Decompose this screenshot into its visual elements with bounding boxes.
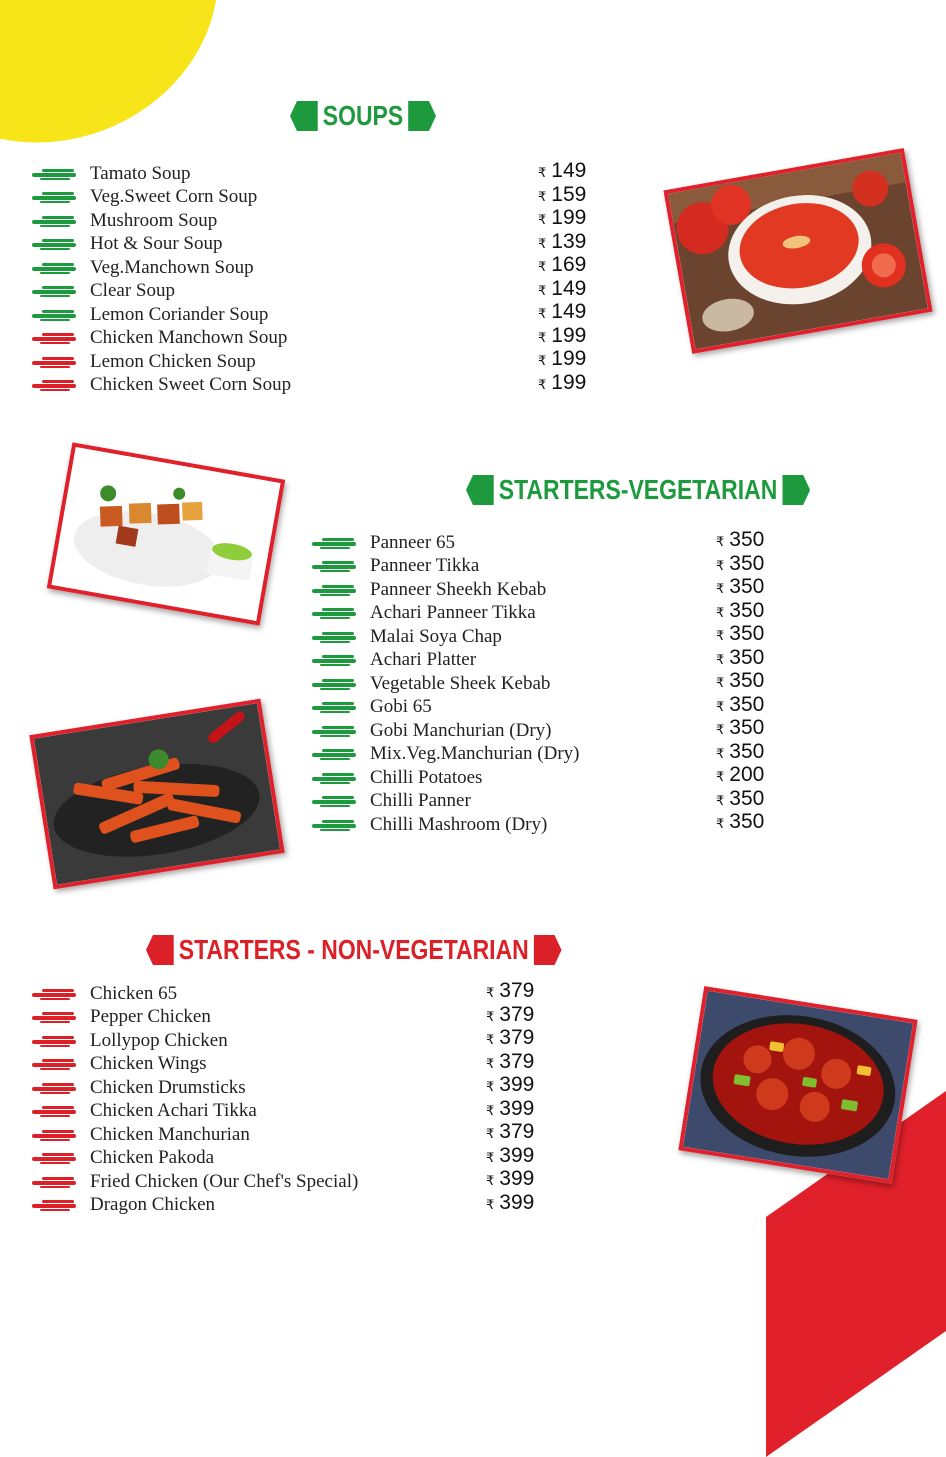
menu-item-name: Veg.Sweet Corn Soup [90,186,258,207]
menu-item [32,1006,211,1029]
price-value: 399 [499,1073,535,1096]
menu-item [32,209,217,232]
menu-item-price [716,599,764,623]
menu-item-price [538,347,586,371]
menu-item-name: Clear Soup [90,280,175,301]
menu-item-name: Lemon Chicken Soup [90,350,256,372]
chilli-chicken-photo [678,986,917,1184]
menu-item [32,256,254,279]
brush-stroke-icon [32,166,76,182]
rupee-icon: ₹ [716,698,725,714]
brush-stroke-icon [312,676,356,692]
menu-item-name: Chicken Pakoda [90,1147,215,1168]
price-value: 379 [499,1002,535,1026]
brush-stroke-icon [312,629,356,645]
price-value: 350 [729,598,765,622]
menu-item-price [538,206,586,230]
menu-item-name: Pepper Chicken [90,1006,211,1027]
rupee-icon: ₹ [538,353,547,368]
rupee-icon: ₹ [716,722,725,737]
rupee-icon: ₹ [716,604,725,620]
menu-item-name: Vegetable Sheek Kebab [370,672,551,694]
price-value: 149 [551,276,587,300]
rupee-icon: ₹ [716,792,725,808]
menu-item-price [716,528,764,552]
price-value: 379 [499,979,535,1002]
menu-item-price [486,1050,534,1074]
rupee-icon: ₹ [538,259,547,274]
menu-item-price [486,1097,534,1121]
menu-item-price [486,1191,534,1215]
price-value: 350 [729,622,765,645]
menu-item-price [538,253,586,277]
brush-stroke-icon [312,605,356,621]
menu-item-price [716,787,764,811]
menu-item [312,578,546,601]
rupee-icon: ₹ [486,1102,495,1118]
rupee-icon: ₹ [716,534,725,549]
chilli-potatoes-image [34,703,280,885]
price-value: 379 [499,1120,535,1143]
menu-item-price [486,1167,534,1191]
brush-stroke-icon [32,236,76,252]
chilli-potatoes-photo [29,699,285,890]
menu-item-name: Chicken Sweet Corn Soup [90,374,292,395]
menu-item-price [486,1120,534,1144]
menu-item [32,1147,214,1170]
brush-stroke-icon [312,699,356,715]
menu-item-price [486,979,534,1003]
banner-cap-left [146,935,174,965]
menu-item [32,1076,246,1099]
banner-cap-right [534,935,562,965]
brush-stroke-icon [32,1033,76,1049]
rupee-icon: ₹ [486,1055,495,1071]
menu-item-name: Gobi Manchurian (Dry) [370,719,552,741]
price-value: 199 [551,206,587,229]
rupee-icon: ₹ [538,282,547,298]
brush-stroke-icon [32,307,76,323]
brush-stroke-icon [32,260,76,276]
brush-stroke-icon [312,558,356,574]
brush-stroke-icon [32,1009,76,1025]
menu-item-price [716,552,764,576]
menu-item-price [716,575,764,599]
rupee-icon: ₹ [486,1173,495,1188]
menu-item [312,602,536,625]
menu-item [32,186,257,209]
menu-item [32,1170,358,1193]
rupee-icon: ₹ [538,235,547,251]
menu-item-price [538,324,586,348]
price-value: 379 [499,1026,535,1049]
menu-item-name: Panneer 65 [370,531,455,553]
menu-item [312,649,476,672]
price-value: 350 [729,810,765,833]
price-value: 399 [499,1143,535,1167]
brush-stroke-icon [32,1056,76,1072]
brush-stroke-icon [312,723,356,739]
rupee-icon: ₹ [538,212,547,227]
menu-item-price [486,1073,534,1097]
menu-item-name: Hot & Sour Soup [90,233,223,254]
menu-item [312,531,455,554]
menu-item-price [716,646,764,670]
menu-item [312,790,471,813]
price-value: 350 [729,786,765,810]
menu-item-name: Dragon Chicken [90,1194,216,1215]
menu-item [312,719,552,742]
menu-item [32,233,223,256]
price-value: 399 [499,1167,535,1190]
brush-stroke-icon [32,1174,76,1190]
price-value: 199 [551,347,587,370]
menu-item [312,813,547,836]
menu-item-price [486,1144,534,1168]
paneer-tikka-image [51,447,280,621]
starters-veg-heading: STARTERS-VEGETARIAN [466,473,810,507]
menu-item [32,162,191,185]
corner-decoration-yellow [0,0,261,189]
menu-item-name: Chicken Manchurian [90,1123,250,1145]
price-value: 350 [729,528,765,551]
price-value: 149 [551,159,587,182]
rupee-icon: ₹ [716,581,725,596]
brush-stroke-icon [312,652,356,668]
menu-item [32,303,268,326]
menu-item-price [716,763,764,787]
menu-item [32,982,177,1005]
banner-cap-left [466,475,494,505]
menu-item-name: Tamato Soup [90,162,191,184]
rupee-icon: ₹ [486,1196,495,1212]
brush-stroke-icon [32,986,76,1002]
price-value: 159 [551,182,587,206]
menu-item-name: Achari Platter [370,649,477,670]
rupee-icon: ₹ [716,628,725,643]
starters-nonveg-heading: STARTERS - NON-VEGETARIAN [146,933,562,967]
rupee-icon: ₹ [538,376,547,392]
brush-stroke-icon [312,793,356,809]
menu-item-name: Chilli Panner [370,790,471,811]
menu-item-price [716,669,764,693]
price-value: 399 [499,1190,535,1214]
brush-stroke-icon [312,746,356,762]
menu-item-price [538,230,586,254]
price-value: 350 [729,669,765,692]
brush-stroke-icon [32,213,76,229]
menu-item-price [538,277,586,301]
rupee-icon: ₹ [486,1079,495,1094]
menu-item [312,672,550,695]
menu-item-name: Panneer Tikka [370,555,480,576]
price-value: 200 [729,763,765,786]
price-value: 350 [729,575,765,598]
menu-item [32,350,256,373]
menu-item [312,696,432,719]
menu-item-price [486,1026,534,1050]
menu-item [32,1029,228,1052]
price-value: 350 [729,716,765,739]
menu-item-price [538,159,586,183]
price-value: 350 [729,645,765,669]
banner-cap-right [408,101,436,131]
menu-item-price [716,622,764,646]
menu-item-name: Mushroom Soup [90,209,218,231]
rupee-icon: ₹ [486,1149,495,1165]
menu-item [32,1100,257,1123]
soups-heading: SOUPS [290,99,436,133]
menu-item-name: Lollypop Chicken [90,1029,228,1051]
menu-item [32,1053,207,1076]
brush-stroke-icon [32,1150,76,1166]
menu-item-name: Achari Panneer Tikka [370,602,536,623]
menu-item [312,555,479,578]
menu-item-price [538,300,586,324]
menu-item [32,327,287,350]
brush-stroke-icon [32,377,76,393]
brush-stroke-icon [312,817,356,833]
rupee-icon: ₹ [716,769,725,784]
menu-item-name: Chicken Drumsticks [90,1076,246,1098]
menu-item [32,374,291,397]
menu-item [32,1123,250,1146]
menu-item-price [486,1003,534,1027]
menu-item-name: Veg.Manchown Soup [90,256,254,278]
brush-stroke-icon [32,1127,76,1143]
price-value: 379 [499,1049,535,1073]
rupee-icon: ₹ [716,675,725,690]
menu-item-price [538,371,586,395]
price-value: 199 [551,323,587,347]
menu-item-name: Gobi 65 [370,696,432,717]
menu-item-name: Malai Soya Chap [370,625,502,647]
menu-item [312,625,502,648]
menu-item-name: Panneer Sheekh Kebab [370,578,547,600]
rupee-icon: ₹ [486,1032,495,1047]
rupee-icon: ₹ [538,188,547,204]
brush-stroke-icon [32,189,76,205]
rupee-icon: ₹ [538,165,547,180]
menu-item [32,280,175,303]
rupee-icon: ₹ [538,306,547,321]
rupee-icon: ₹ [486,1126,495,1141]
menu-item [312,743,579,766]
menu-item-name: Chicken Manchown Soup [90,327,288,348]
brush-stroke-icon [32,354,76,370]
brush-stroke-icon [312,535,356,551]
chilli-chicken-image [683,991,913,1180]
brush-stroke-icon [32,1197,76,1213]
menu-item-name: Chicken Wings [90,1053,207,1074]
menu-item-price [716,740,764,764]
menu-item-name: Chilli Potatoes [370,766,483,788]
menu-item-name: Fried Chicken (Our Chef's Special) [90,1170,359,1192]
menu-item-name: Lemon Coriander Soup [90,303,269,325]
rupee-icon: ₹ [538,329,547,345]
menu-item-price [716,716,764,740]
menu-item-price [538,183,586,207]
rupee-icon: ₹ [486,1008,495,1024]
menu-item-price [716,693,764,717]
price-value: 350 [729,739,765,763]
brush-stroke-icon [32,283,76,299]
menu-item [32,1194,215,1217]
price-value: 139 [551,229,587,253]
price-value: 169 [551,253,587,276]
brush-stroke-icon [32,1103,76,1119]
rupee-icon: ₹ [716,816,725,831]
brush-stroke-icon [312,582,356,598]
brush-stroke-icon [32,1080,76,1096]
price-value: 399 [499,1096,535,1120]
paneer-tikka-photo [47,442,285,625]
banner-cap-left [290,101,318,131]
price-value: 350 [729,551,765,575]
price-value: 149 [551,300,587,323]
rupee-icon: ₹ [716,651,725,667]
rupee-icon: ₹ [716,745,725,761]
menu-item-price [716,810,764,834]
rupee-icon: ₹ [486,985,495,1000]
brush-stroke-icon [312,770,356,786]
tomato-soup-image [668,153,928,350]
menu-item-name: Chicken 65 [90,982,178,1004]
rupee-icon: ₹ [716,557,725,573]
menu-item [312,766,482,789]
price-value: 199 [551,370,587,394]
tomato-soup-photo [663,148,932,354]
banner-cap-right [782,475,810,505]
brush-stroke-icon [32,330,76,346]
menu-item-name: Mix.Veg.Manchurian (Dry) [370,743,580,764]
menu-item-name: Chilli Mashroom (Dry) [370,813,548,835]
menu-item-name: Chicken Achari Tikka [90,1100,257,1121]
price-value: 350 [729,692,765,716]
